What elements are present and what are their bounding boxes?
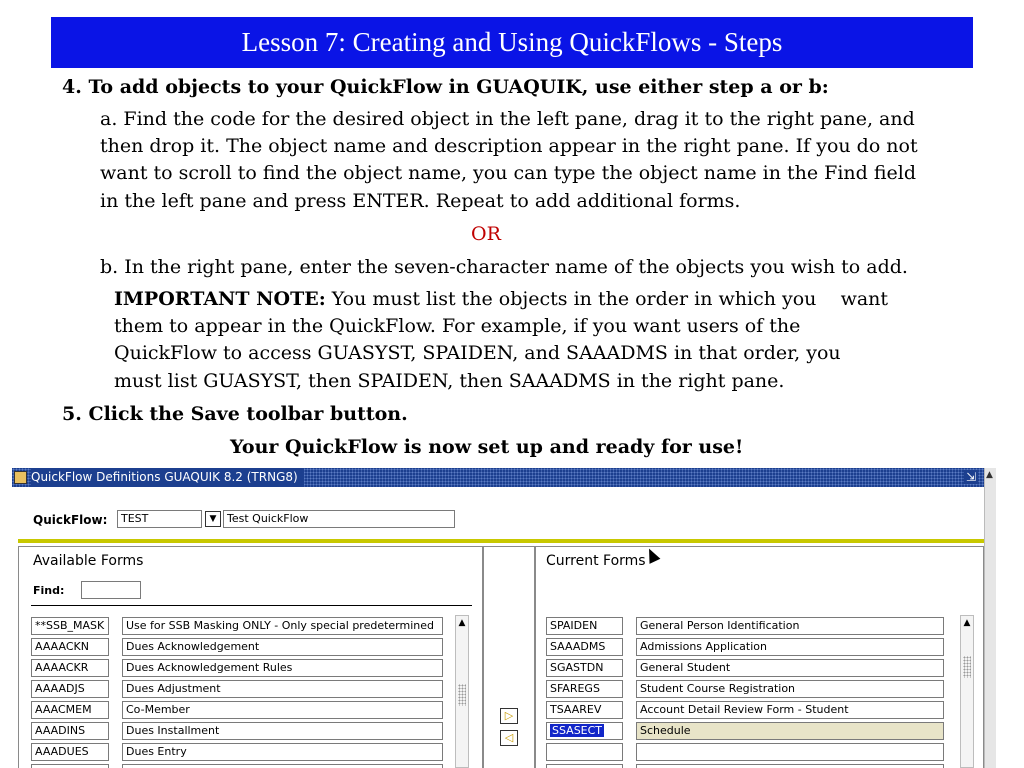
form-code-field[interactable] [31,764,109,768]
form-code-field[interactable] [546,764,623,768]
find-input[interactable] [81,581,141,599]
app-icon [14,471,27,484]
quickflow-label: QuickFlow: [33,513,108,527]
form-code-field[interactable] [546,722,623,740]
window-title: QuickFlow Definitions GUAQUIK 8.2 (TRNG8) [31,468,304,487]
form-code-field[interactable]: SGASTDN [546,659,623,677]
form-description-field[interactable]: Admissions Application [636,638,944,656]
quickflow-list-button[interactable]: ▼ [205,511,221,527]
form-description-field[interactable]: General Person Identification [636,617,944,635]
form-code-field[interactable]: AAAADJS [31,680,109,698]
form-description-field[interactable]: Dues Acknowledgement Rules [122,659,443,677]
available-scroll-grip[interactable] [458,684,466,706]
important-note-text: You must list the objects in the order in which you want [325,288,889,310]
form-description-field[interactable]: Dues Installment [122,722,443,740]
scroll-up-icon[interactable]: ▲ [986,470,993,480]
form-description-field[interactable]: Account Detail Review Form - Student [636,701,944,719]
current-scroll-grip[interactable] [963,656,971,678]
current-scroll-up-icon[interactable]: ▲ [963,618,971,628]
form-description-field[interactable] [636,743,944,761]
move-right-button[interactable]: ▷ [500,708,518,724]
step-b-line: b. In the right pane, enter the seven-character name of the objects you wish to add. [100,256,908,278]
form-code-field[interactable]: SAAADMS [546,638,623,656]
form-description-field[interactable]: Student Course Registration [636,680,944,698]
closing-line: Your QuickFlow is now set up and ready for use! [230,436,744,458]
form-code-field[interactable]: AAADUES [31,743,109,761]
form-code-field[interactable]: TSAAREV [546,701,623,719]
step-a-line-2: then drop it. The object name and description appear in the right pane. If you do not [100,135,918,157]
form-description-field[interactable]: Dues Acknowledgement [122,638,443,656]
important-note-line-1 [114,286,888,313]
step-5-heading: 5. Click the Save toolbar button. [62,403,408,425]
form-code-field[interactable]: **SSB_MASK [31,617,109,635]
form-code-field[interactable]: SPAIDEN [546,617,623,635]
form-description-field[interactable]: Use for SSB Masking ONLY - Only special predetermined [122,617,443,635]
form-description-field[interactable] [122,764,443,768]
form-description-field[interactable]: General Student [636,659,944,677]
quickflow-description-field[interactable]: Test QuickFlow [223,510,455,528]
important-note-line-3: QuickFlow to access GUASYST, SPAIDEN, and SAAADMS in that order, you [114,342,841,364]
form-code-field[interactable]: AAAACKR [31,659,109,677]
step-a-line-1: a. Find the code for the desired object in the left pane, drag it to the right pane, and [100,108,915,130]
slide-title: Lesson 7: Creating and Using QuickFlows - Steps [51,17,973,68]
selected-code-text: SSASECT [552,724,603,737]
available-forms-scrollbar[interactable] [455,615,469,768]
section-separator [18,539,984,543]
important-note-label: IMPORTANT NOTE: [114,288,326,310]
quickflow-code-field[interactable]: TEST [117,510,202,528]
find-label: Find: [33,584,65,597]
or-separator: OR [471,223,501,245]
current-forms-scrollbar[interactable] [960,615,974,768]
form-description-field[interactable]: Co-Member [122,701,443,719]
available-header-rule [31,605,472,606]
form-code-field[interactable] [546,743,623,761]
form-description-field[interactable] [636,764,944,768]
move-left-button[interactable]: ◁ [500,730,518,746]
quickflow-window [12,468,996,768]
minimize-icon[interactable]: ⇲ [965,470,977,484]
step-4-heading: 4. To add objects to your QuickFlow in GUAQUIK, use either step a or b: [62,76,829,98]
form-description-field[interactable]: Dues Adjustment [122,680,443,698]
important-note-line-2: them to appear in the QuickFlow. For example, if you want users of the [114,315,801,337]
available-forms-title: Available Forms [33,553,144,569]
form-code-field[interactable]: AAACMEM [31,701,109,719]
form-code-field[interactable]: SFAREGS [546,680,623,698]
step-a-line-4: in the left pane and press ENTER. Repeat to add additional forms. [100,190,741,212]
form-code-field[interactable]: AAADINS [31,722,109,740]
form-code-field[interactable]: AAAACKN [31,638,109,656]
window-scrollbar[interactable] [984,468,996,768]
important-note-line-4: must list GUASYST, then SPAIDEN, then SAAADMS in the right pane. [114,370,785,392]
form-description-field[interactable]: Schedule [636,722,944,740]
window-titlebar[interactable] [12,468,984,487]
step-a-line-3: want to scroll to find the object name, you can type the object name in the Find field [100,162,917,184]
available-scroll-up-icon[interactable]: ▲ [458,618,466,628]
current-forms-title: Current Forms [546,553,646,569]
form-description-field[interactable]: Dues Entry [122,743,443,761]
